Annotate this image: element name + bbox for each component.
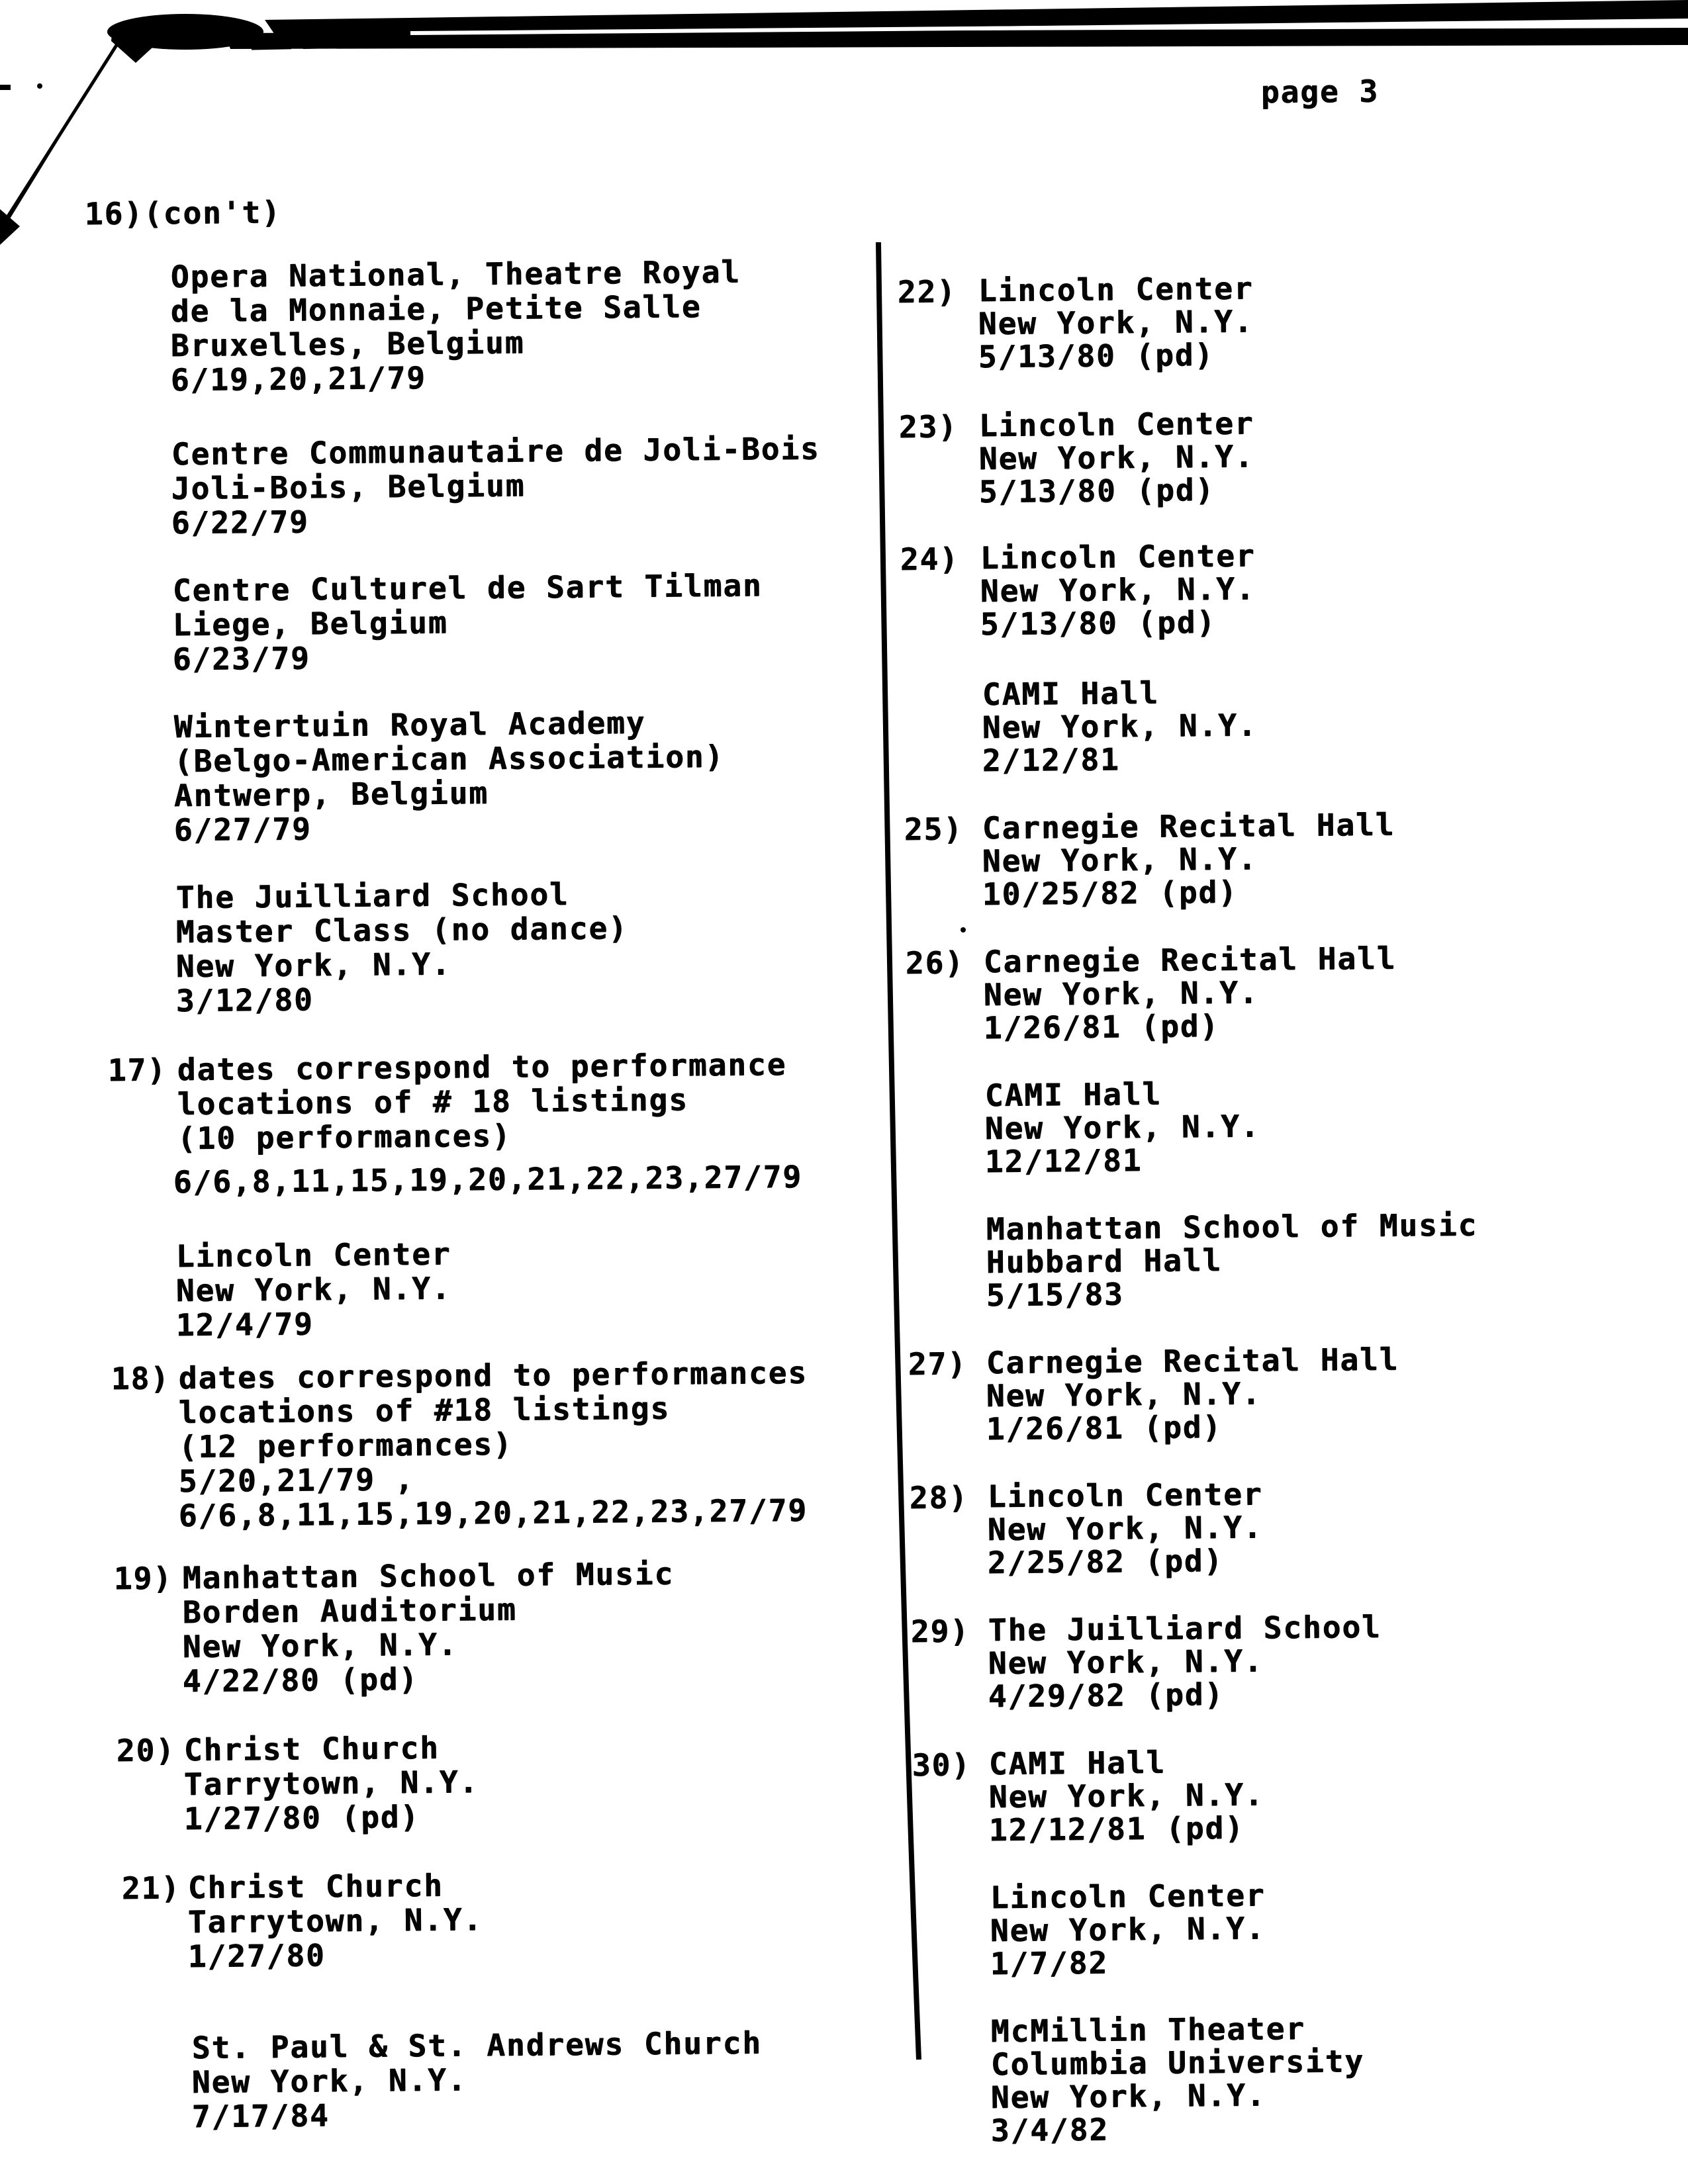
venue-line: Tarrytown, N.Y.	[187, 1901, 483, 1940]
venue-date-line: 6/6,8,11,15,19,20,21,22,23,27/79	[178, 1492, 808, 1533]
page-number-label: page 3	[1260, 73, 1380, 110]
venue-entry	[978, 405, 1254, 510]
venue-line: Carnegie Recital Hall	[983, 940, 1397, 979]
venue-line: Centre Culturel de Sart Tilman	[172, 567, 763, 608]
venue-line: Carnegie Recital Hall	[986, 1341, 1399, 1381]
item-number: 22)	[897, 273, 957, 310]
venue-line: New York, N.Y.	[988, 1776, 1264, 1815]
item-number: 29)	[910, 1613, 970, 1649]
venue-date-line: 10/25/82 (pd)	[982, 874, 1239, 912]
venue-date-line: 6/6,8,11,15,19,20,21,22,23,27/79	[173, 1158, 803, 1200]
venue-line: New York, N.Y.	[983, 974, 1259, 1013]
item-number: 26)	[905, 944, 965, 981]
venue-line: Borden Auditorium	[182, 1591, 517, 1630]
venue-date-line: 5/15/83	[986, 1276, 1124, 1313]
item-number: 18)	[111, 1360, 171, 1396]
venue-line: Opera National, Theatre Royal	[170, 253, 741, 295]
venue-entry	[990, 1877, 1266, 1981]
venue-line: Lincoln Center	[175, 1236, 451, 1274]
venue-line: New York, N.Y.	[191, 2062, 467, 2100]
venue-date-line: 5/13/80 (pd)	[978, 471, 1215, 510]
venue-date-line: 4/29/82 (pd)	[988, 1676, 1225, 1714]
venue-line: Lincoln Center	[987, 1476, 1263, 1514]
venue-line: Carnegie Recital Hall	[982, 806, 1395, 846]
venue-date-line: 3/12/80	[175, 981, 314, 1019]
scan-speck	[961, 927, 966, 933]
description-line: locations of #18 listings	[178, 1390, 671, 1430]
venue-date-line: 3/4/82	[990, 2111, 1109, 2148]
item-number: 24)	[900, 541, 960, 577]
item-number: 20)	[116, 1732, 176, 1768]
venue-line: Liege, Belgium	[172, 604, 448, 643]
description-line: dates correspond to performances	[178, 1354, 808, 1396]
venue-entry	[986, 1341, 1399, 1447]
scan-speck	[37, 83, 42, 89]
venue-line: The Juilliard School	[988, 1608, 1382, 1648]
venue-entry	[191, 2025, 763, 2134]
venue-entry	[183, 1729, 479, 1837]
venue-line: Lincoln Center	[978, 270, 1254, 308]
venue-entry	[175, 1236, 451, 1343]
venue-line: Wintertuin Royal Academy	[173, 704, 646, 745]
venue-line: CAMI Hall	[988, 1744, 1166, 1782]
item18-description	[178, 1354, 808, 1533]
venue-line: CAMI Hall	[982, 674, 1160, 712]
venue-date-line: 6/19,20,21/79	[170, 359, 427, 398]
description-line: (10 performances)	[177, 1117, 512, 1156]
item-number: 21)	[121, 1870, 181, 1906]
venue-entry	[986, 1206, 1478, 1313]
venue-entry	[172, 567, 763, 677]
venue-line: New York, N.Y.	[988, 1643, 1264, 1681]
venue-date-line: 7/17/84	[191, 2097, 330, 2134]
venue-date-line: 1/7/82	[990, 1944, 1109, 1981]
venue-entry	[980, 537, 1256, 642]
venue-line: Antwerp, Belgium	[173, 774, 489, 813]
venue-line: New York, N.Y.	[980, 570, 1256, 609]
description-line: dates correspond to performance	[177, 1046, 787, 1087]
venue-line: New York, N.Y.	[175, 946, 451, 984]
venue-date-line: 1/27/80 (pd)	[183, 1798, 420, 1837]
venue-entry	[988, 1608, 1382, 1714]
venue-entry	[175, 876, 628, 1019]
item-number: 28)	[909, 1479, 969, 1516]
venue-line: New York, N.Y.	[978, 438, 1254, 477]
venue-entry	[182, 1555, 675, 1699]
venue-date-line: 12/12/81 (pd)	[988, 1809, 1245, 1848]
venue-line: CAMI Hall	[984, 1075, 1162, 1113]
venue-line: New York, N.Y.	[978, 303, 1254, 341]
venue-line: New York, N.Y.	[984, 1108, 1260, 1146]
venue-date-line: 4/22/80 (pd)	[182, 1661, 419, 1699]
venue-line: Lincoln Center	[980, 537, 1256, 576]
venue-line: de la Monnaie, Petite Salle	[170, 289, 702, 329]
venue-date-line: 1/26/81 (pd)	[986, 1408, 1223, 1447]
venue-line: New York, N.Y.	[987, 1509, 1263, 1547]
venue-entry	[990, 2010, 1365, 2148]
venue-line: New York, N.Y.	[982, 707, 1258, 745]
venue-line: Tarrytown, N.Y.	[183, 1764, 479, 1802]
venue-date-line: 1/26/81 (pd)	[983, 1007, 1220, 1046]
venue-line: New York, N.Y.	[182, 1626, 458, 1664]
venue-entry	[983, 940, 1397, 1046]
venue-entry	[187, 1867, 483, 1974]
venue-date-line: 2/12/81	[982, 741, 1120, 778]
venue-date-line: 1/27/80	[187, 1937, 326, 1974]
item17-dates	[173, 1158, 803, 1200]
venue-line: McMillin Theater	[990, 2010, 1306, 2049]
venue-line: Manhattan School of Music	[986, 1206, 1478, 1247]
venue-date-line: 6/23/79	[172, 640, 310, 677]
item17-description	[177, 1046, 787, 1156]
venue-date-line: 2/25/82 (pd)	[987, 1542, 1224, 1580]
venue-entry	[987, 1476, 1263, 1580]
venue-line: New York, N.Y.	[990, 1910, 1266, 1948]
venue-date-line: 12/12/81	[984, 1142, 1143, 1179]
venue-line: Christ Church	[187, 1867, 444, 1905]
venue-entry	[982, 806, 1395, 912]
description-line: locations of # 18 listings	[177, 1081, 689, 1122]
venue-entry	[173, 704, 725, 848]
item-number: 27)	[908, 1345, 968, 1382]
description-line: (12 performances)	[178, 1426, 513, 1465]
venue-entry	[982, 674, 1258, 778]
venue-line: Bruxelles, Belgium	[170, 324, 525, 363]
venue-line: Hubbard Hall	[986, 1242, 1223, 1280]
venue-line: St. Paul & St. Andrews Church	[191, 2025, 763, 2066]
venue-line: Lincoln Center	[990, 1877, 1266, 1915]
venue-line: Columbia University	[990, 2043, 1365, 2082]
item16-continued-label: 16)(con't)	[84, 194, 281, 232]
item-number: 23)	[898, 408, 959, 445]
venue-entry	[171, 430, 820, 541]
venue-date-line: 6/22/79	[171, 504, 309, 541]
item-number: 25)	[904, 811, 964, 847]
item-number: 19)	[113, 1560, 173, 1596]
venue-line: New York, N.Y.	[986, 1375, 1262, 1414]
venue-line: The Juilliard School	[175, 876, 569, 915]
venue-date-line: 5/13/80 (pd)	[978, 336, 1215, 375]
venue-line: New York, N.Y.	[982, 841, 1258, 879]
venue-line: Joli-Bois, Belgium	[171, 467, 526, 506]
venue-entry	[170, 253, 741, 398]
venue-entry	[978, 270, 1254, 375]
venue-line: Master Class (no dance)	[175, 910, 628, 950]
venue-line: Lincoln Center	[978, 405, 1254, 443]
venue-line: Manhattan School of Music	[182, 1555, 675, 1596]
venue-line: New York, N.Y.	[175, 1270, 451, 1308]
item-number: 30)	[912, 1747, 972, 1783]
venue-date-line: 5/13/80 (pd)	[980, 604, 1217, 642]
item-number: 17)	[107, 1052, 167, 1088]
venue-line: Christ Church	[183, 1729, 440, 1768]
venue-entry	[988, 1744, 1264, 1848]
venue-line: New York, N.Y.	[990, 2077, 1266, 2115]
venue-date-line: 6/27/79	[173, 811, 312, 848]
venue-line: (Belgo-American Association)	[173, 738, 725, 779]
column-divider-line	[878, 242, 919, 2060]
venue-date-line: 12/4/79	[175, 1306, 314, 1343]
venue-line: Centre Communautaire de Joli-Bois	[171, 430, 820, 472]
venue-date-line: 5/20,21/79 ,	[178, 1461, 415, 1499]
scan-speck	[0, 85, 11, 90]
venue-entry	[984, 1075, 1260, 1179]
